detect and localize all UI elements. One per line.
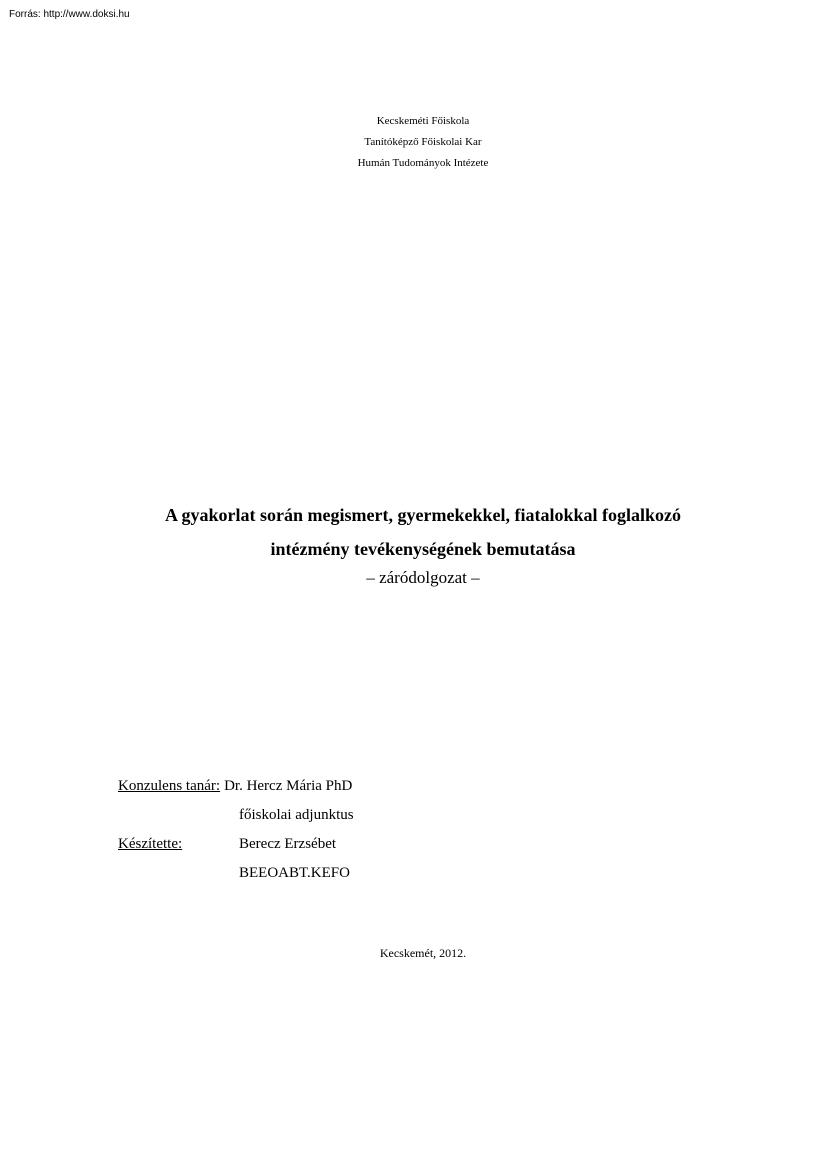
faculty-name: Tanítóképző Főiskolai Kar	[364, 136, 482, 148]
credits-block	[118, 772, 354, 888]
institution-name: Kecskeméti Főiskola	[376, 115, 470, 127]
thesis-title-line-1: A gyakorlat során megismert, gyermekekkel, fiatalokkal foglalkozó	[165, 505, 681, 525]
author-name: Berecz Erzsébet	[239, 836, 337, 852]
author-code: BEEOABT.KEFO	[239, 865, 350, 881]
thesis-title-block	[0, 498, 827, 590]
source-url-header: Forrás: http://www.doksi.hu	[9, 9, 130, 20]
supervisor-title-row	[118, 801, 354, 830]
author-label: Készítette:	[118, 836, 183, 852]
thesis-title-line-2: intézmény tevékenységének bemutatása	[270, 539, 576, 559]
institution-block	[0, 111, 827, 174]
author-code-row	[118, 859, 354, 888]
thesis-subtitle: – záródolgozat –	[366, 568, 480, 587]
supervisor-row	[118, 772, 354, 801]
supervisor-label: Konzulens tanár:	[118, 778, 221, 794]
place-date: Kecskemét, 2012.	[379, 946, 467, 960]
author-row	[118, 830, 354, 859]
supervisor-title: főiskolai adjunktus	[239, 807, 354, 823]
department-name: Humán Tudományok Intézete	[357, 157, 489, 169]
supervisor-name: Dr. Hercz Mária PhD	[224, 778, 353, 794]
